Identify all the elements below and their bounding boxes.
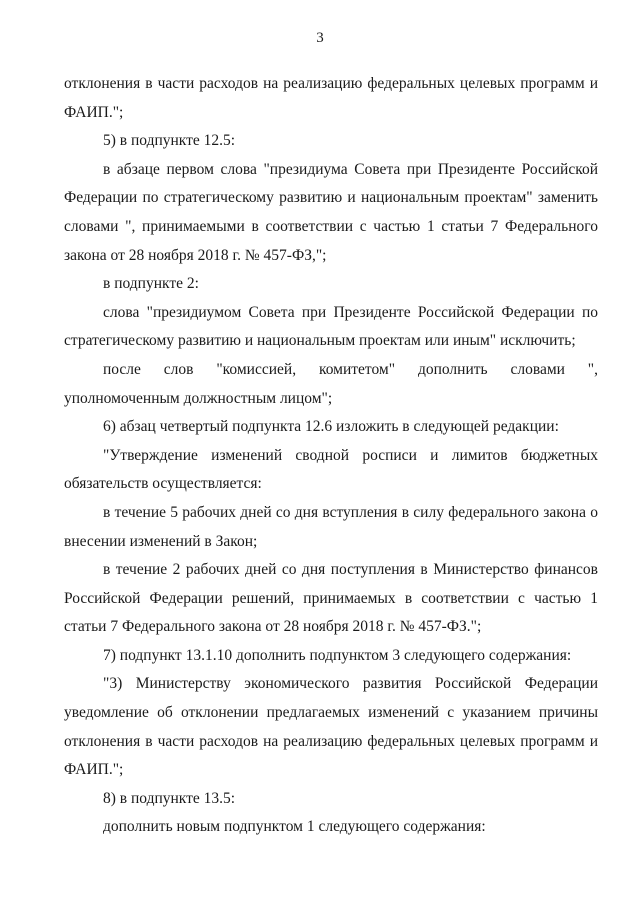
paragraph-2-days: в течение 2 рабочих дней со дня поступления в Министерство финансов Российской Федерации решений, принимаемых в соответствии с частью 1 статьи 7 Федерального закона от 28 ноября 2018 г. № 457-ФЗ."; [64,561,598,636]
paragraph-supplement: дополнить новым подпунктом 1 следующего содержания: [103,818,486,836]
paragraph-item-5: 5) в подпункте 12.5: [103,132,236,150]
document-body [64,70,598,842]
paragraph-ministry: "3) Министерству экономического развития Российской Федерации уведомление об отклонении предлагаемых изменений с указанием причины отклонения в части расходов на реализацию федеральных целевых программ и ФАИП."; [64,675,598,779]
paragraph-item-6: 6) абзац четвертый подпункта 12.6 изложить в следующей редакции: [103,418,559,436]
paragraph-subitem-2: в подпункте 2: [103,275,199,293]
paragraph-continuation: отклонения в части расходов на реализацию федеральных целевых программ и ФАИП."; [64,75,598,121]
paragraph-words-exclude: слова "президиумом Совета при Президенте Российской Федерации по стратегическому развитию и национальным проектам или иным" исключить; [64,303,598,350]
paragraph-approval: "Утверждение изменений сводной росписи и лимитов бюджетных обязательств осуществляется: [64,446,598,493]
paragraph-5-days: в течение 5 рабочих дней со дня вступления в силу федерального закона о внесении изменений в Закон; [64,503,598,550]
paragraph-item-8: 8) в подпункте 13.5: [103,789,236,807]
paragraph-item-7: 7) подпункт 13.1.10 дополнить подпунктом 3 следующего содержания: [103,646,572,664]
paragraph-after-words: после слов "комиссией, комитетом" дополнить словами ", уполномоченным должностным лицом"; [64,360,598,407]
page-number: 3 [316,30,324,46]
paragraph-first-abzac: в абзаце первом слова "президиума Совета при Президенте Российской Федерации по стратегическому развитию и национальным проектам" заменить словами ", принимаемыми в соответствии с частью 1 статьи 7 Федерального закона от 28 ноября 2018 г. № 457-ФЗ,"; [64,160,598,264]
